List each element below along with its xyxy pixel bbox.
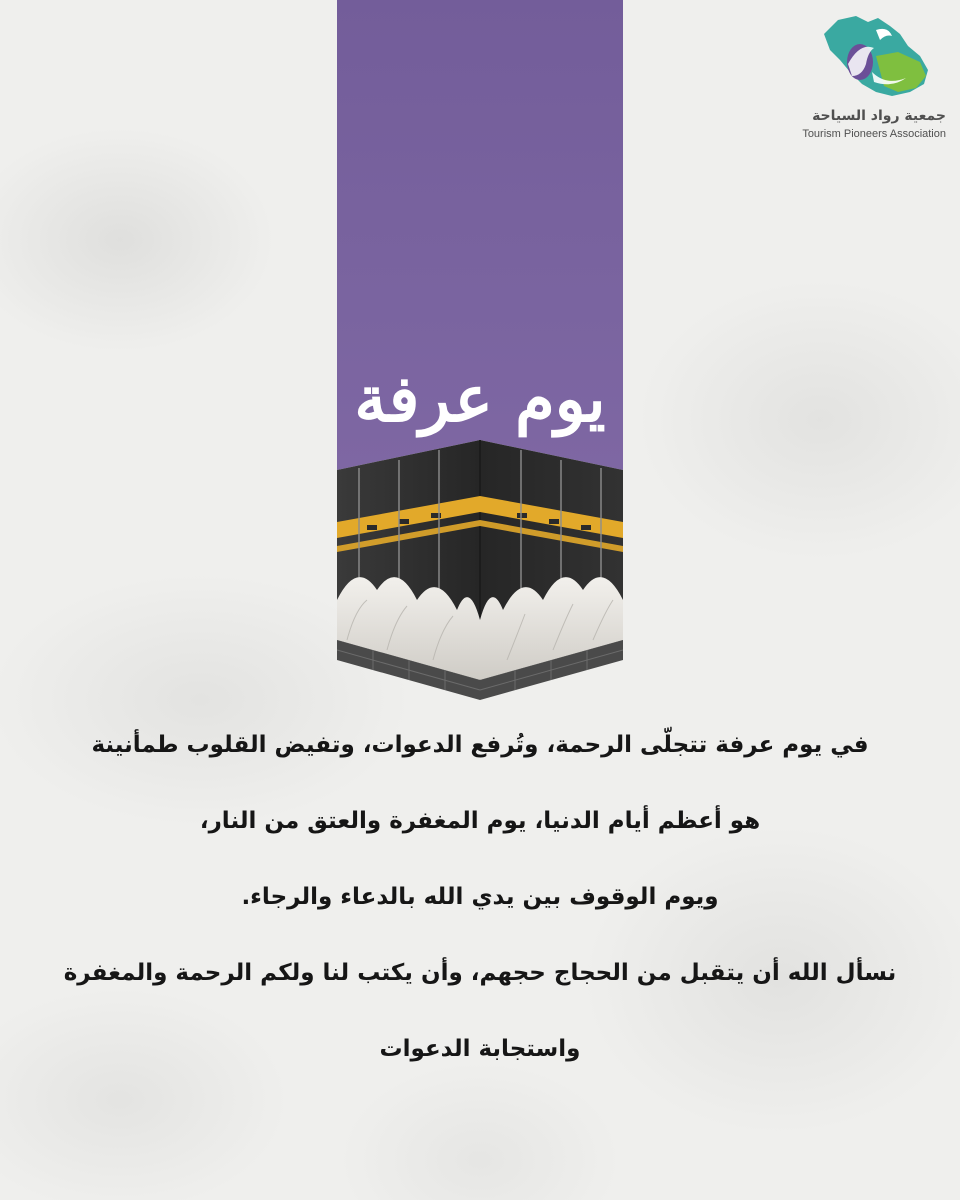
kaaba-illustration	[337, 0, 623, 700]
message-line-2: هو أعظم أيام الدنيا، يوم المغفرة والعتق من النار،	[199, 808, 761, 834]
logo-english-name: Tourism Pioneers Association	[802, 128, 946, 140]
message-line-1: في يوم عرفة تتجلّى الرحمة، وتُرفع الدعوات، وتفيض القلوب طمأنينة	[91, 732, 869, 758]
logo-arabic-name: جمعية رواد السياحة	[812, 108, 946, 124]
arafah-message	[20, 730, 940, 1110]
saudi-map-logo-icon	[816, 12, 936, 102]
arafah-banner	[337, 0, 623, 700]
message-line-5: واستجابة الدعوات	[379, 1036, 581, 1062]
message-line-3: ويوم الوقوف بين يدي الله بالدعاء والرجاء.	[241, 884, 719, 910]
association-logo	[802, 12, 946, 142]
message-line-4: نسأل الله أن يتقبل من الحجاج حجهم، وأن يكتب لنا ولكم الرحمة والمغفرة	[63, 960, 897, 986]
arafah-calligraphy: يوم عرفة	[354, 362, 606, 437]
